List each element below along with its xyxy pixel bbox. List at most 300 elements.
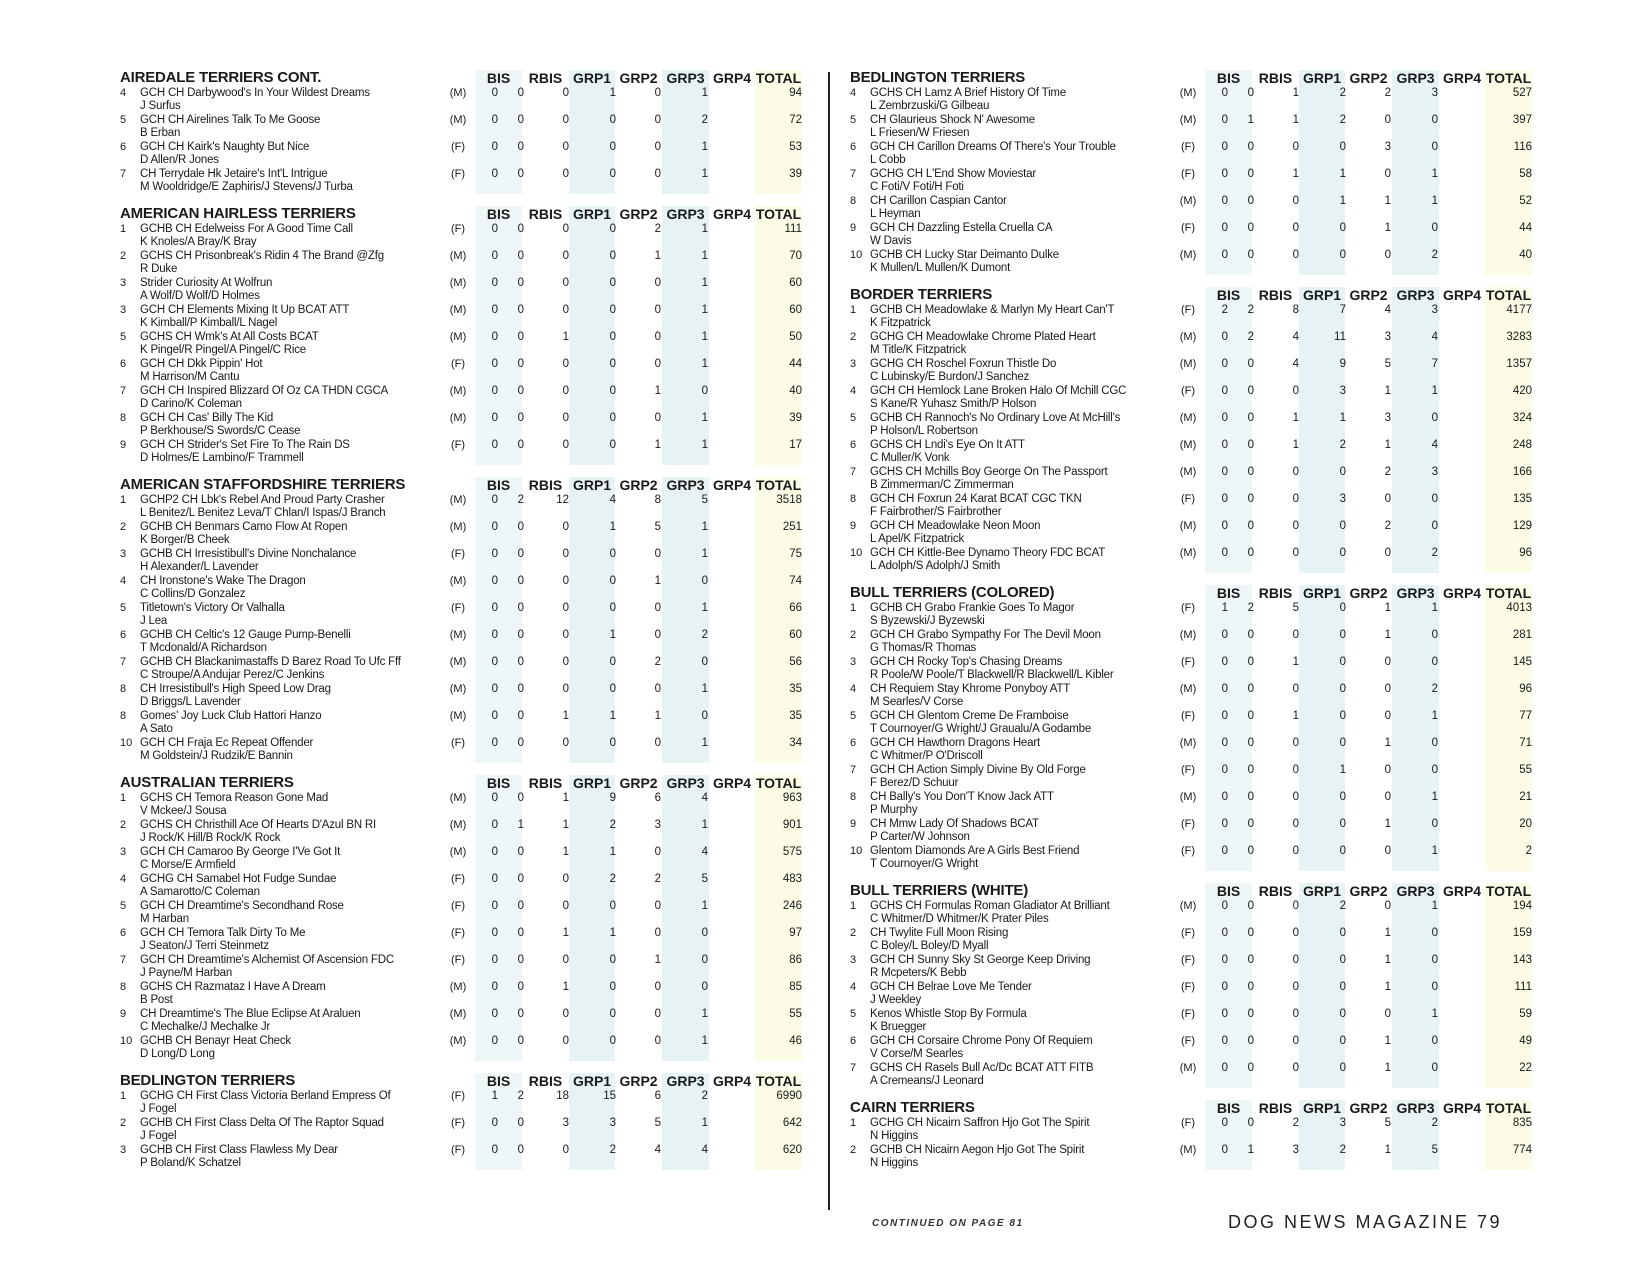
value-total: 248 [1512, 439, 1532, 451]
rank-number: 1 [120, 792, 127, 804]
table-row [120, 113, 802, 140]
owner-names: C Mechalke/J Mechalke Jr [140, 1021, 271, 1033]
sex-code: (M) [449, 981, 467, 993]
sex-code: (F) [1180, 1117, 1196, 1129]
value-bis: 0 [491, 87, 498, 99]
value-grp2: 0 [1339, 547, 1346, 559]
value-total: 44 [789, 358, 802, 370]
value-grp4: 2 [1431, 683, 1438, 695]
breed-title: AMERICAN HAIRLESS TERRIERS [120, 205, 356, 222]
value-grp1: 4 [1292, 331, 1299, 343]
owner-names: J Lea [140, 615, 168, 627]
value-grp4: 0 [1431, 1062, 1438, 1074]
dog-name: Titletown's Victory Or Valhalla [140, 602, 285, 614]
value-grp3: 1 [1384, 1144, 1391, 1156]
value-bis: 0 [1221, 900, 1228, 912]
value-grp1: 0 [562, 575, 569, 587]
value-grp4: 0 [1431, 818, 1438, 830]
sex-code: (F) [450, 1090, 466, 1102]
owner-names: D Allen/R Jones [140, 154, 219, 166]
value-total: 94 [789, 87, 802, 99]
value-grp4: 2 [701, 114, 708, 126]
value-total: 111 [784, 223, 802, 235]
value-total: 483 [782, 873, 802, 885]
value-grp2: 0 [1339, 249, 1346, 261]
value-total: 774 [1512, 1144, 1532, 1156]
owner-names: S Byzewski/J Byzewski [870, 615, 985, 627]
section-header [850, 287, 1532, 303]
value-grp3: 0 [654, 1008, 661, 1020]
owner-names: J Seaton/J Terri Steinmetz [140, 940, 269, 952]
value-grp4: 1 [701, 1008, 708, 1020]
dog-name: GCH CH Dreamtime's Secondhand Rose [140, 900, 344, 912]
sex-code: (M) [449, 87, 467, 99]
table-row [120, 872, 802, 899]
rank-number: 3 [120, 548, 127, 560]
value-grp1: 0 [562, 277, 569, 289]
value-bis: 0 [491, 358, 498, 370]
value-grp3: 4 [1384, 304, 1391, 316]
dog-name: GCHG CH Roschel Foxrun Thistle Do [870, 358, 1057, 370]
value-total: 56 [789, 656, 802, 668]
value-bis: 0 [491, 1035, 498, 1047]
dog-name: GCHS CH Formulas Roman Gladiator At Brilliant [870, 900, 1110, 912]
column-header-grp2: GRP2 [1349, 70, 1388, 86]
owner-names: P Murphy [870, 804, 918, 816]
value-grp2: 0 [609, 602, 616, 614]
value-grp2: 0 [609, 385, 616, 397]
dog-name: GCHG CH L'End Show Moviestar [870, 168, 1036, 180]
rank-number: 10 [850, 845, 863, 857]
value-grp2: 0 [609, 900, 616, 912]
value-grp4: 0 [701, 954, 708, 966]
value-rbis: 2 [1247, 602, 1254, 614]
table-row [120, 899, 802, 926]
value-total: 75 [789, 548, 802, 560]
value-grp4: 0 [1431, 737, 1438, 749]
value-grp4: 0 [701, 927, 708, 939]
value-grp3: 0 [1384, 791, 1391, 803]
sex-code: (F) [450, 223, 466, 235]
value-grp4: 1 [1431, 195, 1438, 207]
owner-names: A Sato [140, 723, 173, 735]
owner-names: L Benitez/L Benitez Leva/T Chlan/I Ispas/J Branch [140, 507, 386, 519]
value-grp4: 2 [701, 1090, 708, 1102]
value-grp4: 1 [701, 87, 708, 99]
value-grp1: 0 [1292, 222, 1299, 234]
value-grp4: 1 [701, 1035, 708, 1047]
value-bis: 0 [491, 439, 498, 451]
value-rbis: 0 [517, 304, 524, 316]
value-grp2: 0 [609, 331, 616, 343]
value-grp3: 0 [1384, 764, 1391, 776]
value-rbis: 0 [517, 710, 524, 722]
value-bis: 0 [1221, 358, 1228, 370]
breed-section [850, 287, 1532, 573]
value-grp1: 0 [1292, 520, 1299, 532]
value-grp1: 0 [1292, 845, 1299, 857]
sex-code: (F) [1180, 656, 1196, 668]
value-total: 40 [789, 385, 802, 397]
table-row [850, 899, 1532, 926]
value-total: 17 [789, 439, 802, 451]
value-bis: 0 [491, 737, 498, 749]
value-bis: 0 [491, 494, 498, 506]
value-grp2: 0 [1339, 954, 1346, 966]
table-row [120, 682, 802, 709]
value-grp3: 1 [1384, 602, 1391, 614]
value-grp1: 0 [562, 250, 569, 262]
sex-code: (M) [449, 683, 467, 695]
rank-number: 3 [850, 358, 857, 370]
rank-number: 8 [120, 981, 127, 993]
value-rbis: 1 [1247, 1144, 1254, 1156]
table-row [850, 953, 1532, 980]
section-header [120, 70, 802, 86]
value-bis: 0 [491, 710, 498, 722]
table-row [850, 330, 1532, 357]
value-grp1: 0 [1292, 1062, 1299, 1074]
value-grp2: 0 [609, 168, 616, 180]
value-grp4: 4 [1431, 331, 1438, 343]
value-grp3: 0 [654, 737, 661, 749]
value-grp3: 5 [654, 1117, 661, 1129]
owner-names: A Samarotto/C Coleman [140, 886, 260, 898]
value-bis: 0 [1221, 981, 1228, 993]
value-rbis: 0 [1247, 683, 1254, 695]
value-bis: 0 [491, 846, 498, 858]
value-total: 4177 [1506, 304, 1532, 316]
value-rbis: 0 [1247, 195, 1254, 207]
sex-code: (F) [450, 602, 466, 614]
value-bis: 0 [1221, 331, 1228, 343]
dog-name: GCH CH Glentom Creme De Framboise [870, 710, 1069, 722]
rank-number: 7 [850, 466, 857, 478]
table-row [120, 357, 802, 384]
column-header-grp2: GRP2 [619, 477, 658, 493]
column-header-grp4: GRP4 [1442, 883, 1482, 899]
value-grp3: 0 [654, 927, 661, 939]
value-grp3: 0 [1384, 114, 1391, 126]
column-header-grp2: GRP2 [1349, 883, 1388, 899]
value-grp3: 0 [1384, 249, 1391, 261]
rank-number: 3 [120, 846, 127, 858]
owner-names: K Kimball/P Kimball/L Nagel [140, 317, 278, 329]
value-total: 324 [1512, 412, 1532, 424]
value-grp4: 0 [701, 385, 708, 397]
value-grp1: 0 [562, 114, 569, 126]
value-bis: 0 [491, 900, 498, 912]
value-grp3: 1 [1384, 1035, 1391, 1047]
column-header-bis: BIS [486, 1073, 511, 1089]
owner-names: G Thomas/R Thomas [870, 642, 977, 654]
column-header-grp3: GRP3 [666, 775, 705, 791]
table-row [120, 493, 802, 520]
rank-number: 9 [850, 520, 857, 532]
rank-number: 5 [850, 1008, 857, 1020]
value-total: 129 [1512, 520, 1532, 532]
value-rbis: 0 [517, 1008, 524, 1020]
value-grp1: 0 [562, 656, 569, 668]
value-rbis: 0 [1247, 791, 1254, 803]
value-grp4: 0 [1431, 656, 1438, 668]
value-grp1: 0 [562, 1144, 569, 1156]
value-grp3: 4 [654, 1144, 661, 1156]
value-grp2: 1 [609, 521, 616, 533]
dog-name: Kenos Whistle Stop By Formula [870, 1008, 1027, 1020]
value-grp1: 1 [562, 331, 569, 343]
column-header-rbis: RBIS [1258, 287, 1293, 303]
sex-code: (F) [450, 358, 466, 370]
dog-name: GCH CH Kittle-Bee Dynamo Theory FDC BCAT [870, 547, 1106, 559]
value-total: 527 [1512, 87, 1532, 99]
value-grp3: 8 [654, 494, 661, 506]
sex-code: (M) [449, 629, 467, 641]
breed-title: AUSTRALIAN TERRIERS [120, 774, 294, 791]
value-total: 60 [789, 277, 802, 289]
value-grp2: 1 [1339, 412, 1346, 424]
breed-title: BEDLINGTON TERRIERS [120, 1072, 296, 1089]
value-grp4: 5 [1431, 1144, 1438, 1156]
column-header-grp3: GRP3 [666, 70, 705, 86]
dog-name: GCHB CH Celtic's 12 Gauge Pump-Benelli [140, 629, 351, 641]
table-row [850, 546, 1532, 573]
sex-code: (M) [1179, 195, 1197, 207]
value-total: 420 [1512, 385, 1532, 397]
column-header-bis: BIS [1216, 287, 1241, 303]
value-bis: 0 [491, 223, 498, 235]
value-grp2: 1 [1339, 764, 1346, 776]
value-grp2: 0 [1339, 141, 1346, 153]
rank-number: 4 [850, 385, 857, 397]
value-rbis: 0 [517, 1035, 524, 1047]
table-row [850, 1116, 1532, 1143]
owner-names: P Carter/W Johnson [870, 831, 970, 843]
value-bis: 0 [1221, 1062, 1228, 1074]
value-grp2: 0 [1339, 520, 1346, 532]
table-row [120, 222, 802, 249]
value-grp4: 1 [1431, 602, 1438, 614]
owner-names: L Zembrzuski/G Gilbeau [870, 100, 990, 112]
value-grp4: 2 [1431, 547, 1438, 559]
value-grp4: 0 [1431, 764, 1438, 776]
section-header [120, 775, 802, 791]
value-bis: 2 [1221, 304, 1228, 316]
value-grp3: 1 [1384, 927, 1391, 939]
table-row [120, 384, 802, 411]
column-header-grp4: GRP4 [712, 477, 752, 493]
rank-number: 4 [120, 873, 127, 885]
dog-name: GCHB CH Benmars Camo Flow At Ropen [140, 521, 348, 533]
value-total: 53 [789, 141, 802, 153]
owner-names: B Zimmerman/C Zimmerman [870, 479, 1014, 491]
table-row [850, 1143, 1532, 1170]
owner-names: K Borger/B Cheek [140, 534, 230, 546]
value-bis: 0 [1221, 195, 1228, 207]
sex-code: (F) [450, 168, 466, 180]
dog-name: CH Mmw Lady Of Shadows BCAT [870, 818, 1039, 830]
value-total: 835 [1512, 1117, 1532, 1129]
column-header-grp1: GRP1 [1302, 1100, 1342, 1116]
value-grp1: 0 [1292, 981, 1299, 993]
owner-names: J Weekley [870, 994, 922, 1006]
owner-names: R Mcpeters/K Bebb [870, 967, 967, 979]
value-grp4: 1 [701, 412, 708, 424]
dog-name: GCHG CH First Class Victoria Berland Empress Of [140, 1090, 391, 1102]
value-grp3: 0 [654, 358, 661, 370]
column-header-total: TOTAL [755, 206, 802, 222]
owner-names: C Muller/K Vonk [870, 452, 950, 464]
rank-number: 7 [850, 168, 857, 180]
rank-number: 9 [850, 222, 857, 234]
value-grp1: 0 [1292, 249, 1299, 261]
table-row [850, 411, 1532, 438]
value-total: 1357 [1506, 358, 1532, 370]
column-header-rbis: RBIS [528, 206, 563, 222]
value-rbis: 0 [517, 737, 524, 749]
table-row [120, 845, 802, 872]
sex-code: (F) [1180, 304, 1196, 316]
sex-code: (F) [1180, 818, 1196, 830]
value-grp3: 1 [1384, 629, 1391, 641]
rank-number: 9 [850, 818, 857, 830]
value-grp4: 4 [1431, 439, 1438, 451]
owner-names: R Duke [140, 263, 178, 275]
value-grp2: 1 [609, 710, 616, 722]
value-grp4: 1 [701, 900, 708, 912]
table-row [850, 1007, 1532, 1034]
value-bis: 0 [491, 575, 498, 587]
value-grp3: 1 [1384, 385, 1391, 397]
value-grp3: 0 [1384, 1008, 1391, 1020]
rank-number: 5 [120, 900, 127, 912]
sex-code: (F) [1180, 168, 1196, 180]
owner-names: A Wolf/D Wolf/D Holmes [140, 290, 260, 302]
column-header-grp1: GRP1 [572, 1073, 612, 1089]
value-grp1: 4 [1292, 358, 1299, 370]
value-grp1: 0 [562, 602, 569, 614]
rank-number: 2 [120, 819, 127, 831]
value-bis: 0 [491, 927, 498, 939]
value-grp1: 1 [562, 710, 569, 722]
value-total: 145 [1512, 656, 1532, 668]
column-header-grp2: GRP2 [1349, 1100, 1388, 1116]
value-total: 251 [782, 521, 802, 533]
breed-section [850, 883, 1532, 1088]
value-rbis: 0 [1247, 439, 1254, 451]
column-header-grp3: GRP3 [666, 477, 705, 493]
value-grp2: 0 [609, 954, 616, 966]
value-total: 143 [1512, 954, 1532, 966]
dog-name: GCH CH Airelines Talk To Me Goose [140, 114, 321, 126]
dog-name: GCH CH Sunny Sky St George Keep Driving [870, 954, 1091, 966]
owner-names: L Adolph/S Adolph/J Smith [870, 560, 1001, 572]
dog-name: GCH CH Meadowlake Neon Moon [870, 520, 1041, 532]
table-row [120, 1143, 802, 1170]
value-total: 39 [789, 412, 802, 424]
dog-name: GCH CH Foxrun 24 Karat BCAT CGC TKN [870, 493, 1082, 505]
sex-code: (M) [1179, 683, 1197, 695]
value-grp4: 2 [1431, 1117, 1438, 1129]
dog-name: GCH CH Kairk's Naughty But Nice [140, 141, 310, 153]
value-bis: 0 [491, 168, 498, 180]
table-row [850, 1034, 1532, 1061]
owner-names: C Collins/D Gonzalez [140, 588, 246, 600]
owner-names: D Briggs/L Lavender [140, 696, 241, 708]
value-grp1: 1 [1292, 168, 1299, 180]
value-rbis: 0 [517, 602, 524, 614]
value-grp3: 5 [1384, 1117, 1391, 1129]
rank-number: 3 [850, 954, 857, 966]
column-header-total: TOTAL [1485, 883, 1532, 899]
table-row [120, 1116, 802, 1143]
table-row [120, 249, 802, 276]
rank-number: 2 [850, 1144, 857, 1156]
value-rbis: 0 [1247, 87, 1254, 99]
owner-names: N Higgins [870, 1130, 919, 1142]
value-rbis: 0 [1247, 466, 1254, 478]
breed-section [120, 1073, 802, 1170]
value-grp1: 0 [562, 521, 569, 533]
rank-number: 3 [850, 656, 857, 668]
value-grp2: 1 [609, 846, 616, 858]
column-header-grp2: GRP2 [1349, 287, 1388, 303]
rank-number: 6 [120, 141, 127, 153]
value-grp2: 0 [609, 439, 616, 451]
column-header-bis: BIS [1216, 1100, 1241, 1116]
table-row [850, 113, 1532, 140]
rank-number: 4 [120, 87, 127, 99]
owner-names: C Whitmer/P O'Driscoll [870, 750, 983, 762]
value-rbis: 0 [1247, 1062, 1254, 1074]
value-grp4: 7 [1431, 358, 1438, 370]
column-header-total: TOTAL [1485, 1100, 1532, 1116]
rank-number: 1 [850, 900, 857, 912]
value-total: 116 [1513, 141, 1532, 153]
owner-names: A Cremeans/J Leonard [870, 1075, 984, 1087]
value-grp1: 0 [1292, 385, 1299, 397]
value-bis: 0 [1221, 114, 1228, 126]
value-grp1: 5 [1292, 602, 1299, 614]
value-grp2: 0 [609, 683, 616, 695]
table-row [120, 953, 802, 980]
owner-names: C Lubinsky/E Burdon/J Sanchez [870, 371, 1030, 383]
value-grp3: 1 [1384, 954, 1391, 966]
value-total: 55 [789, 1008, 802, 1020]
value-grp3: 2 [1384, 466, 1391, 478]
owner-names: K Pingel/R Pingel/A Pingel/C Rice [140, 344, 306, 356]
value-grp1: 0 [562, 900, 569, 912]
value-bis: 0 [1221, 385, 1228, 397]
section-header [120, 1073, 802, 1089]
value-rbis: 0 [517, 629, 524, 641]
value-grp3: 1 [1384, 818, 1391, 830]
value-grp3: 0 [654, 141, 661, 153]
value-grp1: 0 [1292, 791, 1299, 803]
column-header-grp2: GRP2 [619, 70, 658, 86]
column-header-total: TOTAL [755, 477, 802, 493]
value-total: 20 [1519, 818, 1532, 830]
column-header-bis: BIS [1216, 883, 1241, 899]
value-rbis: 0 [1247, 141, 1254, 153]
sex-code: (M) [1179, 412, 1197, 424]
rank-number: 3 [120, 277, 127, 289]
sex-code: (M) [449, 304, 467, 316]
owner-names: J Fogel [140, 1130, 177, 1142]
value-total: 44 [1519, 222, 1532, 234]
value-bis: 0 [491, 954, 498, 966]
owner-names: K Bruegger [870, 1021, 927, 1033]
